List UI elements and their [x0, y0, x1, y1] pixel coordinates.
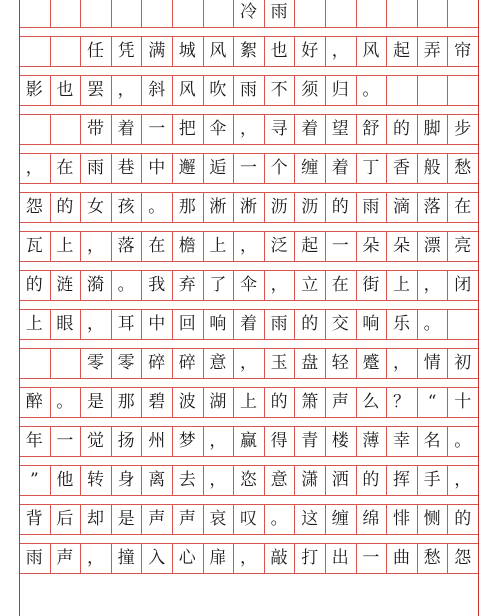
essay-char: ，: [86, 547, 104, 568]
essay-char: 女: [86, 196, 104, 217]
essay-char: 漂: [423, 235, 441, 256]
essay-char: 醉: [25, 391, 43, 412]
essay-char: 响: [209, 313, 227, 334]
grid-cell-divider: [478, 231, 479, 261]
essay-char: 回: [178, 313, 196, 334]
essay-char: 了: [209, 274, 227, 295]
essay-char: 弃: [178, 274, 196, 295]
essay-char: 须: [301, 79, 319, 100]
essay-char: 的: [270, 391, 288, 412]
essay-char: 影: [25, 79, 43, 100]
essay-char: 任: [86, 40, 104, 61]
essay-char: 着: [331, 157, 349, 178]
essay-char: 波: [178, 391, 196, 412]
essay-char: 个: [270, 157, 288, 178]
essay-char: 梦: [178, 430, 196, 451]
essay-char: 着: [239, 313, 257, 334]
essay-char: “: [427, 391, 437, 412]
essay-char: 。: [270, 508, 288, 529]
essay-char: 的: [301, 313, 319, 334]
essay-char: ，: [270, 274, 288, 295]
essay-char: 扬: [117, 430, 135, 451]
essay-char: 着: [301, 118, 319, 139]
essay-char: 在: [331, 274, 349, 295]
grid-cell-divider: [447, 309, 448, 339]
essay-char: 脚: [423, 118, 441, 139]
essay-char: 一: [239, 157, 257, 178]
essay-char: 香: [392, 157, 410, 178]
essay-char: 一: [331, 235, 349, 256]
grid-cell-divider: [356, 0, 357, 27]
essay-char: 巷: [117, 157, 135, 178]
grid-cell-divider: [50, 36, 51, 66]
grid-row-bottom-line: [19, 27, 478, 28]
essay-char: 上: [25, 313, 43, 334]
essay-char: 沥: [301, 196, 319, 217]
essay-char: 风: [178, 79, 196, 100]
essay-char: 是: [117, 508, 135, 529]
essay-char: ，: [331, 40, 349, 61]
grid-cell-divider: [50, 114, 51, 144]
title-char: 雨: [270, 1, 288, 22]
essay-char: 这: [301, 508, 319, 529]
essay-char: 扉: [209, 547, 227, 568]
essay-char: 觉: [86, 430, 104, 451]
grid-cell-divider: [478, 465, 479, 495]
essay-char: 风: [209, 40, 227, 61]
essay-char: 离: [148, 469, 166, 490]
grid-cell-divider: [478, 543, 479, 573]
grid-cell-divider: [417, 75, 418, 105]
essay-char: 潇: [301, 469, 319, 490]
essay-char: 箫: [301, 391, 319, 412]
essay-char: 年: [25, 430, 43, 451]
essay-char: 涟: [56, 274, 74, 295]
essay-char: 淅: [239, 196, 257, 217]
grid-cell-divider: [172, 0, 173, 27]
essay-char: 吹: [209, 79, 227, 100]
essay-char: 步: [454, 118, 472, 139]
essay-char: 恻: [423, 508, 441, 529]
essay-char: ，: [423, 274, 441, 295]
essay-char: 立: [301, 274, 319, 295]
essay-char: 。: [117, 274, 135, 295]
essay-char: 带: [86, 118, 104, 139]
essay-char: 归: [331, 79, 349, 100]
essay-char: 的: [454, 508, 472, 529]
essay-char: ，: [239, 235, 257, 256]
essay-char: 么: [362, 391, 380, 412]
essay-char: 落: [117, 235, 135, 256]
essay-char: 凭: [117, 40, 135, 61]
essay-char: 交: [331, 313, 349, 334]
grid-cell-divider: [478, 348, 479, 378]
essay-char: ，: [209, 430, 227, 451]
essay-char: 的: [56, 196, 74, 217]
essay-char: 缠: [301, 157, 319, 178]
essay-char: 在: [148, 235, 166, 256]
essay-char: 心: [178, 547, 196, 568]
essay-char: 斜: [148, 79, 166, 100]
essay-char: 声: [148, 508, 166, 529]
essay-char: ，: [239, 118, 257, 139]
essay-char: ”: [29, 469, 39, 490]
essay-char: 絮: [239, 40, 257, 61]
essay-char: ，: [25, 157, 43, 178]
essay-char: 中: [148, 313, 166, 334]
essay-char: 得: [270, 430, 288, 451]
essay-char: 雨: [270, 313, 288, 334]
essay-char: 他: [56, 469, 74, 490]
grid-cell-divider: [478, 75, 479, 105]
grid-cell-divider: [19, 348, 20, 378]
essay-char: 一: [362, 547, 380, 568]
essay-char: 名: [423, 430, 441, 451]
essay-char: 寻: [270, 118, 288, 139]
grid-cell-divider: [111, 0, 112, 27]
grid-row-bottom-line: [19, 222, 478, 223]
essay-char: 弄: [423, 40, 441, 61]
essay-char: 怨: [454, 547, 472, 568]
essay-char: 沥: [270, 196, 288, 217]
essay-char: 初: [454, 352, 472, 373]
essay-char: 声: [178, 508, 196, 529]
essay-char: 舒: [362, 118, 380, 139]
grid-cell-divider: [478, 426, 479, 456]
essay-char: ，: [209, 469, 227, 490]
essay-char: 赢: [239, 430, 257, 451]
essay-char: 一: [56, 430, 74, 451]
essay-char: 邂: [178, 157, 196, 178]
essay-char: 滴: [392, 196, 410, 217]
essay-char: 的: [392, 118, 410, 139]
essay-char: 意: [270, 469, 288, 490]
essay-char: 乐: [392, 313, 410, 334]
essay-char: 中: [148, 157, 166, 178]
grid-cell-divider: [80, 0, 81, 27]
essay-char: 那: [117, 391, 135, 412]
essay-char: 声: [56, 547, 74, 568]
essay-char: 逅: [209, 157, 227, 178]
grid-row-bottom-line: [19, 144, 478, 145]
essay-char: 的: [331, 196, 349, 217]
essay-char: 情: [423, 352, 441, 373]
essay-char: 青: [301, 430, 319, 451]
essay-char: 楼: [331, 430, 349, 451]
essay-char: 挥: [392, 469, 410, 490]
grid-row-bottom-line: [19, 456, 478, 457]
essay-char: 淅: [209, 196, 227, 217]
essay-char: 也: [270, 40, 288, 61]
essay-char: 上: [56, 235, 74, 256]
grid-cell-divider: [19, 0, 20, 27]
grid-row-bottom-line: [19, 66, 478, 67]
essay-char: 满: [148, 40, 166, 61]
essay-char: 哀: [209, 508, 227, 529]
essay-char: 的: [362, 469, 380, 490]
essay-char: 般: [423, 157, 441, 178]
essay-char: 上: [209, 235, 227, 256]
essay-char: 眼: [56, 313, 74, 334]
essay-char: 起: [301, 235, 319, 256]
essay-char: 湖: [209, 391, 227, 412]
grid-cell-divider: [19, 114, 20, 144]
grid-cell-divider: [386, 75, 387, 105]
essay-char: 蹙: [362, 352, 380, 373]
essay-char: 把: [178, 118, 196, 139]
essay-char: 恣: [239, 469, 257, 490]
grid-cell-divider: [478, 309, 479, 339]
essay-char: 缠: [331, 508, 349, 529]
essay-char: 。: [423, 313, 441, 334]
grid-cell-divider: [417, 0, 418, 27]
essay-char: 罢: [86, 79, 104, 100]
essay-char: 风: [362, 40, 380, 61]
grid-cell-divider: [447, 0, 448, 27]
grid-cell-divider: [325, 0, 326, 27]
grid-cell-divider: [478, 192, 479, 222]
grid-cell-divider: [294, 0, 295, 27]
essay-char: ，: [239, 352, 257, 373]
grid-row-bottom-line: [19, 573, 478, 574]
essay-char: ，: [392, 352, 410, 373]
essay-char: 。: [56, 391, 74, 412]
essay-char: 出: [331, 547, 349, 568]
essay-char: 撞: [117, 547, 135, 568]
grid-cell-divider: [478, 387, 479, 417]
essay-char: 着: [117, 118, 135, 139]
essay-char: 。: [362, 79, 380, 100]
essay-char: 耳: [117, 313, 135, 334]
essay-char: 十: [454, 391, 472, 412]
grid-row-bottom-line: [19, 495, 478, 496]
essay-char: 零: [117, 352, 135, 373]
essay-char: 打: [301, 547, 319, 568]
essay-char: 丁: [362, 157, 380, 178]
essay-char: ，: [117, 79, 135, 100]
essay-char: ，: [86, 313, 104, 334]
grid-cell-divider: [447, 75, 448, 105]
essay-char: 后: [56, 508, 74, 529]
essay-char: 去: [178, 469, 196, 490]
essay-char: ，: [454, 469, 472, 490]
essay-char: 在: [56, 157, 74, 178]
essay-char: 街: [362, 274, 380, 295]
essay-char: 幸: [392, 430, 410, 451]
essay-char: 愁: [454, 157, 472, 178]
essay-char: 碧: [148, 391, 166, 412]
essay-char: 转: [86, 469, 104, 490]
essay-char: 雨: [239, 79, 257, 100]
essay-char: 望: [331, 118, 349, 139]
essay-char: ？: [392, 391, 410, 412]
grid-cell-divider: [478, 153, 479, 183]
essay-char: 我: [148, 274, 166, 295]
essay-char: 雨: [25, 547, 43, 568]
grid-row-bottom-line: [19, 183, 478, 184]
essay-char: 泛: [270, 235, 288, 256]
essay-char: ，: [86, 235, 104, 256]
essay-char: 上: [392, 274, 410, 295]
essay-char: 孩: [117, 196, 135, 217]
essay-char: ，: [239, 547, 257, 568]
essay-char: 亮: [454, 235, 472, 256]
essay-char: 响: [362, 313, 380, 334]
essay-char: 曲: [392, 547, 410, 568]
essay-char: 雨: [362, 196, 380, 217]
essay-char: 闭: [454, 274, 472, 295]
grid-cell-divider: [50, 0, 51, 27]
grid-cell-divider: [478, 0, 479, 27]
essay-char: 起: [392, 40, 410, 61]
essay-char: 伞: [209, 118, 227, 139]
essay-char: 雨: [86, 157, 104, 178]
grid-row-bottom-line: [19, 339, 478, 340]
essay-char: 声: [331, 391, 349, 412]
essay-char: 碎: [148, 352, 166, 373]
essay-char: 那: [178, 196, 196, 217]
essay-char: 玉: [270, 352, 288, 373]
essay-char: 绵: [362, 508, 380, 529]
essay-char: 却: [86, 508, 104, 529]
grid-row-bottom-line: [19, 378, 478, 379]
essay-char: 是: [86, 391, 104, 412]
grid-cell-divider: [478, 36, 479, 66]
essay-char: 朵: [362, 235, 380, 256]
grid-cell-divider: [50, 348, 51, 378]
essay-char: 洒: [331, 469, 349, 490]
essay-char: 的: [25, 274, 43, 295]
essay-char: 身: [117, 469, 135, 490]
essay-char: 。: [148, 196, 166, 217]
grid-cell-divider: [141, 0, 142, 27]
grid-cell-divider: [386, 0, 387, 27]
essay-char: 落: [423, 196, 441, 217]
title-char: 冷: [239, 1, 257, 22]
essay-char: 漪: [86, 274, 104, 295]
essay-char: 好: [301, 40, 319, 61]
grid-row-bottom-line: [19, 105, 478, 106]
essay-char: 帘: [454, 40, 472, 61]
essay-char: 。: [454, 430, 472, 451]
essay-char: 叹: [239, 508, 257, 529]
essay-char: 瓦: [25, 235, 43, 256]
essay-char: 一: [148, 118, 166, 139]
essay-char: 也: [56, 79, 74, 100]
essay-char: 檐: [178, 235, 196, 256]
grid-row-bottom-line: [19, 261, 478, 262]
grid-cell-divider: [478, 114, 479, 144]
essay-char: 轻: [331, 352, 349, 373]
grid-cell-divider: [203, 0, 204, 27]
grid-cell-divider: [478, 504, 479, 534]
grid-cell-divider: [478, 270, 479, 300]
essay-char: 伞: [239, 274, 257, 295]
essay-char: 在: [454, 196, 472, 217]
essay-char: 朵: [392, 235, 410, 256]
essay-char: 背: [25, 508, 43, 529]
essay-char: 碎: [178, 352, 196, 373]
essay-char: 悱: [392, 508, 410, 529]
essay-char: 州: [148, 430, 166, 451]
essay-char: 上: [239, 391, 257, 412]
essay-char: 不: [270, 79, 288, 100]
essay-char: 敲: [270, 547, 288, 568]
essay-char: 愁: [423, 547, 441, 568]
essay-char: 手: [423, 469, 441, 490]
grid-row-bottom-line: [19, 534, 478, 535]
grid-row-bottom-line: [19, 300, 478, 301]
essay-char: 怨: [25, 196, 43, 217]
grid-cell-divider: [19, 36, 20, 66]
essay-char: 入: [148, 547, 166, 568]
grid-row-bottom-line: [19, 417, 478, 418]
essay-char: 盘: [301, 352, 319, 373]
essay-char: 零: [86, 352, 104, 373]
essay-char: 薄: [362, 430, 380, 451]
essay-char: 意: [209, 352, 227, 373]
essay-char: 城: [178, 40, 196, 61]
